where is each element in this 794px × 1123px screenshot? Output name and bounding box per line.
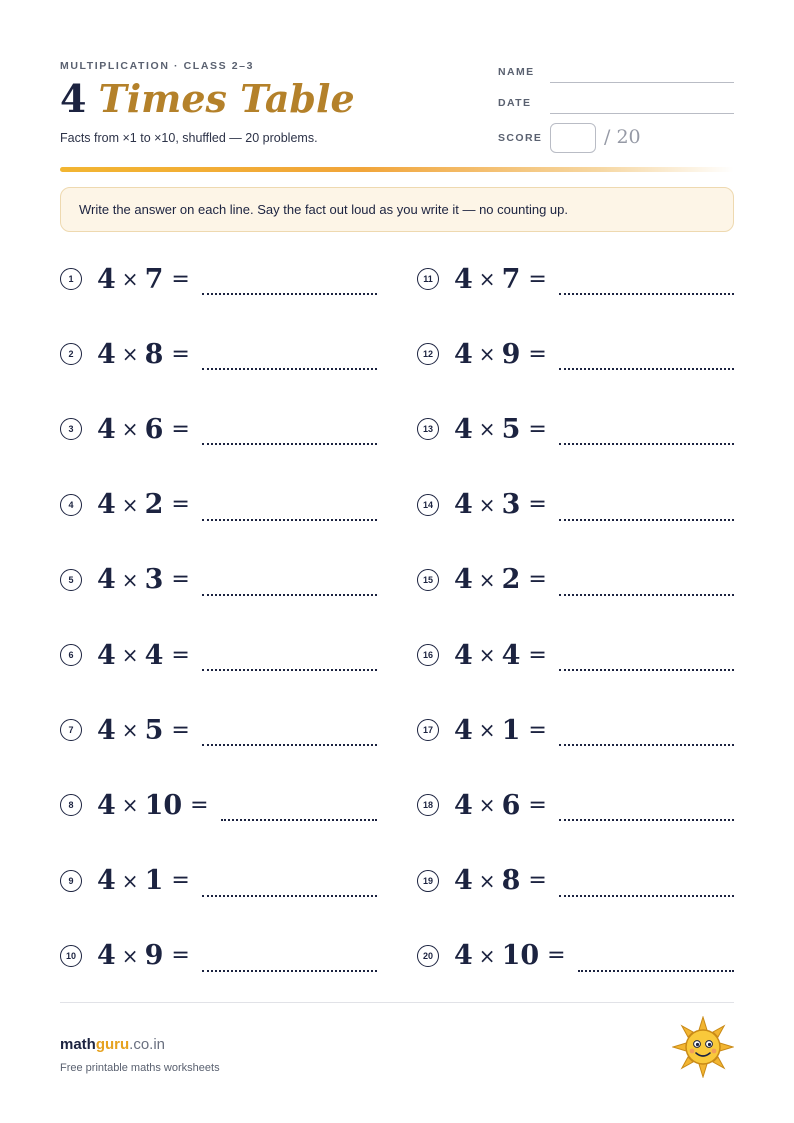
factor-a: 4 (97, 789, 116, 821)
student-fields (498, 60, 734, 148)
factor-b: 5 (501, 413, 521, 445)
problem-expression (454, 790, 547, 821)
accent-divider (60, 167, 734, 172)
times-sign: × (121, 793, 139, 818)
problem-number: 6 (60, 644, 82, 666)
problem-number: 10 (60, 945, 82, 967)
date-field (498, 91, 734, 122)
problem-item (60, 409, 377, 449)
times-sign: × (478, 643, 496, 667)
problem-item (417, 936, 734, 976)
problem-expression (97, 489, 190, 520)
problem-number: 16 (417, 644, 439, 666)
factor-a: 4 (97, 639, 116, 671)
factor-a: 4 (97, 714, 116, 746)
name-line[interactable] (550, 82, 734, 83)
problem-item (60, 635, 377, 675)
times-sign: × (478, 342, 496, 367)
problem-number: 12 (417, 343, 439, 365)
factor-b: 10 (501, 940, 540, 972)
problem-number: 5 (60, 569, 82, 591)
date-line[interactable] (550, 113, 734, 114)
equals-sign: = (171, 868, 190, 894)
name-label: NAME (498, 66, 535, 78)
sun-mascot-icon (672, 1016, 734, 1078)
footer-divider (60, 1002, 734, 1003)
times-sign: × (121, 943, 139, 968)
problem-expression (454, 640, 547, 671)
factor-a: 4 (97, 865, 116, 897)
problem-expression (97, 865, 190, 896)
times-sign: × (478, 793, 496, 818)
factor-a: 4 (454, 639, 473, 671)
answer-line[interactable] (202, 669, 377, 671)
equals-sign: = (528, 717, 547, 743)
factor-a: 4 (454, 564, 473, 596)
answer-line[interactable] (202, 970, 377, 972)
times-sign: × (121, 868, 139, 893)
answer-line[interactable] (202, 293, 377, 295)
times-sign: × (121, 342, 139, 367)
factor-a: 4 (454, 789, 473, 821)
answer-line[interactable] (202, 744, 377, 746)
problem-expression (97, 264, 190, 295)
factor-a: 4 (454, 338, 473, 370)
problem-item (417, 259, 734, 299)
equals-sign: = (190, 792, 209, 818)
factor-a: 4 (97, 564, 116, 596)
problem-number: 9 (60, 870, 82, 892)
answer-line[interactable] (559, 519, 734, 521)
answer-line[interactable] (559, 669, 734, 671)
name-field (498, 60, 734, 91)
score-total: / 20 (604, 126, 641, 148)
factor-b: 4 (144, 639, 164, 671)
equals-sign: = (171, 567, 190, 593)
problem-expression (97, 339, 190, 370)
factor-b: 4 (501, 639, 521, 671)
worksheet-title (60, 76, 355, 126)
problem-number: 19 (417, 870, 439, 892)
times-sign: × (478, 267, 496, 291)
problem-number: 15 (417, 569, 439, 591)
brand-part-guru: guru (95, 1036, 130, 1053)
answer-line[interactable] (202, 895, 377, 897)
equals-sign: = (528, 266, 547, 292)
brand-part-domain: .co.in (129, 1036, 166, 1053)
factor-a: 4 (454, 413, 473, 445)
problem-expression (97, 940, 190, 971)
equals-sign: = (528, 642, 547, 668)
times-sign: × (121, 567, 139, 592)
problem-expression (97, 414, 190, 445)
equals-sign: = (528, 341, 547, 367)
factor-b: 9 (144, 940, 164, 972)
problem-number: 14 (417, 494, 439, 516)
problem-item (417, 409, 734, 449)
answer-line[interactable] (202, 443, 377, 445)
problem-item (60, 485, 377, 525)
factor-a: 4 (454, 865, 473, 897)
problem-expression (97, 564, 190, 595)
times-sign: × (121, 718, 139, 743)
factor-b: 2 (501, 564, 521, 596)
answer-line[interactable] (202, 519, 377, 521)
equals-sign: = (171, 416, 190, 442)
problem-expression (454, 715, 547, 746)
problem-expression (454, 339, 547, 370)
answer-line[interactable] (221, 819, 377, 821)
brand-part-math: math (60, 1036, 96, 1053)
factor-b: 8 (501, 865, 521, 897)
answer-line[interactable] (559, 744, 734, 746)
problem-number: 11 (417, 268, 439, 290)
times-sign: × (478, 492, 496, 517)
factor-b: 7 (501, 263, 521, 295)
factor-a: 4 (454, 263, 473, 295)
score-box[interactable] (550, 123, 596, 153)
factor-a: 4 (97, 489, 116, 521)
problem-expression (97, 715, 190, 746)
answer-line[interactable] (578, 970, 734, 972)
times-sign: × (478, 567, 496, 592)
problem-expression (454, 264, 547, 295)
footer-tagline: Free printable maths worksheets (60, 1062, 220, 1074)
problem-item (417, 560, 734, 600)
worksheet-subtitle: Facts from ×1 to ×10, shuffled — 20 problems. (60, 131, 318, 145)
problem-item (60, 936, 377, 976)
problem-expression (454, 564, 547, 595)
problem-number: 7 (60, 719, 82, 741)
answer-line[interactable] (559, 819, 734, 821)
problem-item (60, 560, 377, 600)
factor-a: 4 (454, 489, 473, 521)
problem-number: 3 (60, 418, 82, 440)
times-sign: × (121, 643, 139, 667)
factor-b: 3 (144, 564, 164, 596)
score-label: SCORE (498, 132, 543, 144)
times-sign: × (121, 417, 139, 442)
equals-sign: = (171, 492, 190, 518)
problem-expression (454, 940, 566, 971)
problem-number: 18 (417, 794, 439, 816)
problem-number: 1 (60, 268, 82, 290)
title-number: 4 (60, 76, 87, 121)
equals-sign: = (528, 792, 547, 818)
problem-item (60, 334, 377, 374)
factor-b: 6 (501, 789, 521, 821)
equals-sign: = (528, 416, 547, 442)
equals-sign: = (171, 717, 190, 743)
equals-sign: = (171, 943, 190, 969)
factor-b: 1 (501, 714, 521, 746)
problem-item (60, 785, 377, 825)
factor-b: 7 (144, 263, 164, 295)
equals-sign: = (528, 492, 547, 518)
times-sign: × (121, 492, 139, 517)
answer-line[interactable] (559, 594, 734, 596)
times-sign: × (121, 267, 139, 291)
equals-sign: = (528, 868, 547, 894)
equals-sign: = (171, 266, 190, 292)
factor-b: 3 (501, 489, 521, 521)
answer-line[interactable] (559, 895, 734, 897)
equals-sign: = (528, 567, 547, 593)
answer-line[interactable] (559, 293, 734, 295)
problem-item (417, 710, 734, 750)
problem-expression (454, 414, 547, 445)
instructions-text: Write the answer on each line. Say the fact out loud as you write it — no counting up. (79, 202, 568, 217)
problem-expression (454, 489, 547, 520)
problem-expression (97, 640, 190, 671)
answer-line[interactable] (202, 368, 377, 370)
factor-b: 9 (501, 338, 521, 370)
problem-item (417, 485, 734, 525)
problem-item (417, 785, 734, 825)
times-sign: × (478, 417, 496, 442)
problem-item (417, 861, 734, 901)
score-field (498, 123, 734, 153)
worksheet-eyebrow: MULTIPLICATION · CLASS 2–3 (60, 60, 255, 72)
problem-number: 2 (60, 343, 82, 365)
problem-item (60, 710, 377, 750)
date-label: DATE (498, 97, 532, 109)
answer-line[interactable] (559, 443, 734, 445)
answer-line[interactable] (559, 368, 734, 370)
problem-expression (454, 865, 547, 896)
factor-a: 4 (97, 413, 116, 445)
factor-a: 4 (97, 338, 116, 370)
factor-a: 4 (97, 263, 116, 295)
instructions-box (60, 187, 734, 232)
problem-number: 4 (60, 494, 82, 516)
factor-b: 2 (144, 489, 164, 521)
equals-sign: = (171, 642, 190, 668)
factor-b: 5 (144, 714, 164, 746)
problem-item (417, 334, 734, 374)
problem-item (60, 259, 377, 299)
brand-logo (60, 1036, 165, 1053)
problem-item (417, 635, 734, 675)
problem-number: 20 (417, 945, 439, 967)
problem-item (60, 861, 377, 901)
factor-b: 6 (144, 413, 164, 445)
problem-number: 8 (60, 794, 82, 816)
factor-a: 4 (454, 940, 473, 972)
problem-number: 13 (417, 418, 439, 440)
times-sign: × (478, 943, 496, 968)
times-sign: × (478, 868, 496, 893)
title-words: Times Table (98, 76, 355, 121)
problem-number: 17 (417, 719, 439, 741)
factor-b: 10 (144, 789, 183, 821)
answer-line[interactable] (202, 594, 377, 596)
factor-a: 4 (454, 714, 473, 746)
times-sign: × (478, 718, 496, 743)
equals-sign: = (547, 943, 566, 969)
factor-a: 4 (97, 940, 116, 972)
equals-sign: = (171, 341, 190, 367)
factor-b: 8 (144, 338, 164, 370)
problem-expression (97, 790, 209, 821)
factor-b: 1 (144, 865, 164, 897)
